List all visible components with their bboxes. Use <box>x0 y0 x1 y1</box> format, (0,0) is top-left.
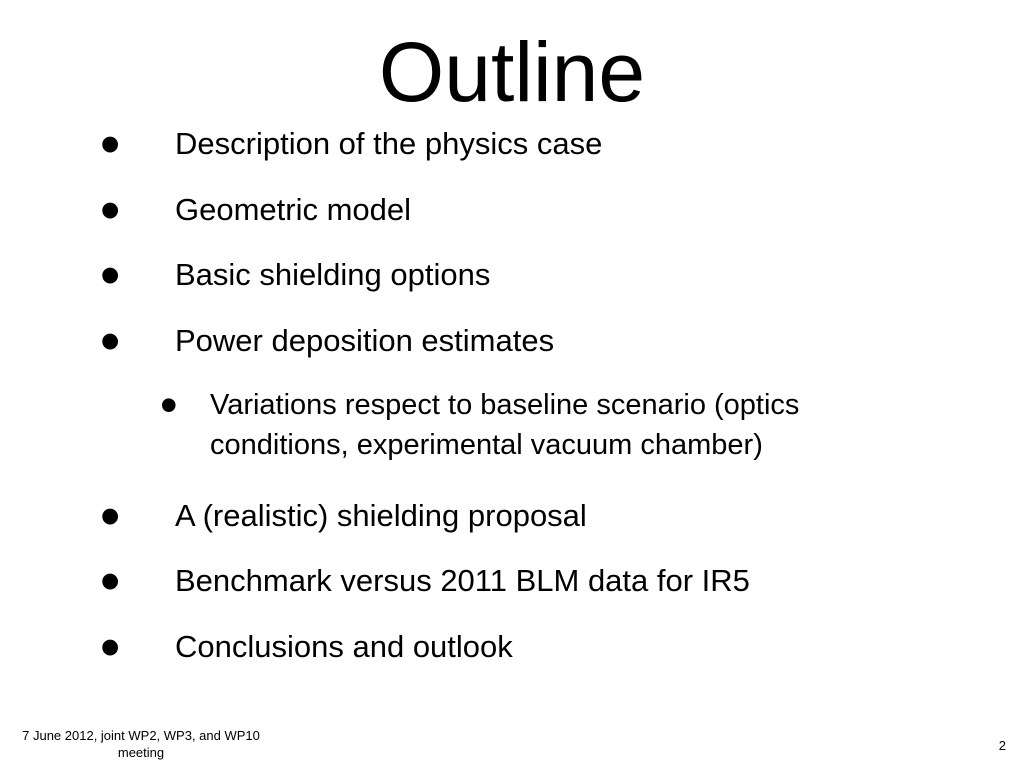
bullet-text: Geometric model <box>175 192 412 227</box>
bullet-text: Conclusions and outlook <box>175 629 513 664</box>
bullet-text: Basic shielding options <box>175 257 491 292</box>
footer-line-1: 7 June 2012, joint WP2, WP3, and WP10 <box>22 728 260 743</box>
bullet-dot: • <box>100 112 121 177</box>
bullet-text: Benchmark versus 2011 BLM data for IR5 <box>175 563 750 598</box>
bullet-text: A (realistic) shielding proposal <box>175 498 587 533</box>
bullet-dot: • <box>100 549 121 614</box>
bullet-text: Description of the physics case <box>175 126 603 161</box>
sub-bullet-dot: • <box>160 377 178 433</box>
sub-bullet-text: Variations respect to baseline scenario (optics conditions, experimental vacuum chamber) <box>210 389 800 461</box>
footer-date-meeting <box>0 727 282 761</box>
page-number: 2 <box>998 738 1006 753</box>
bullet-dot: • <box>100 309 121 374</box>
bullet-dot: • <box>100 615 121 680</box>
bullet-dot: • <box>100 484 121 549</box>
bullet-text: Power deposition estimates <box>175 323 555 358</box>
bullet-dot: • <box>100 178 121 243</box>
bullet-dot: • <box>100 243 121 308</box>
footer-line-2: meeting <box>117 745 165 760</box>
slide-title: Outline <box>378 25 646 119</box>
